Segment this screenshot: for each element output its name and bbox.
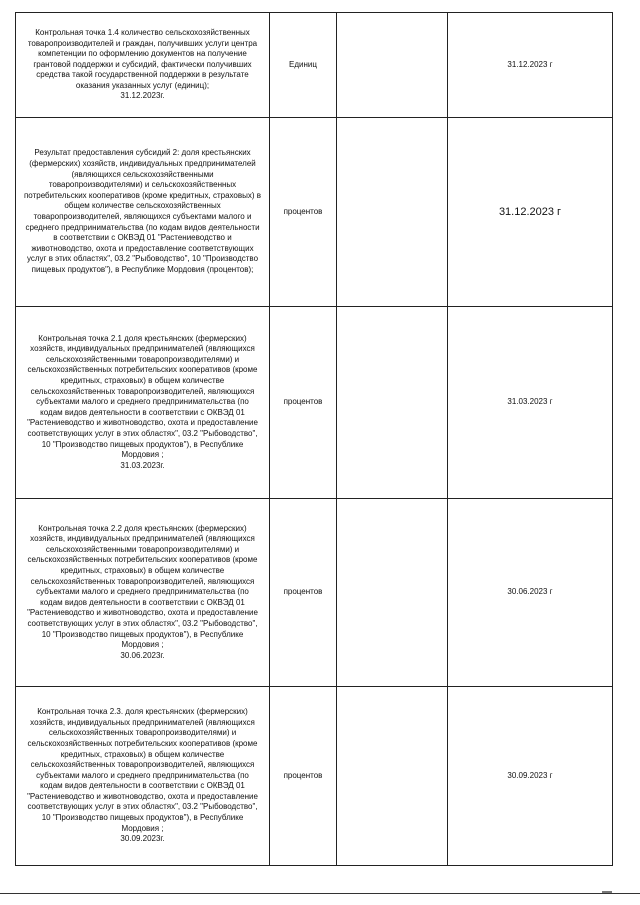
indicator-cell: Контрольная точка 2.2 доля крестьянских (фермерских) хозяйств, индивидуальных предпринимателей (являющихся сельскохозяйственными товаропроизводителями) и сельскохозяйственных потребительских кооперативов (кроме кредитных, страховых) в общем количестве сельскохозяйственных товаропроизводителей, являющихся субъектами малого и среднего предпринимательства (по кодам видов деятельности в соответствии с ОКВЭД 01 "Растениеводство и животноводство, охота и предоставление соответствующих услуг в этих областях", 03.2 "Рыбоводство", 10 "Производство пищевых продуктов"), в Республике Мордовия ; 30.06.2023г. bbox=[16, 499, 270, 687]
unit-cell: процентов bbox=[270, 118, 337, 307]
footer-divider bbox=[0, 893, 640, 894]
date-cell: 31.12.2023 г bbox=[448, 118, 613, 307]
indicator-cell: Результат предоставления субсидий 2: доля крестьянских (фермерских) хозяйств, индивидуальных предпринимателей (являющихся сельскохозяйственными товаропроизводителями) и сельскохозяйственных потребительских кооперативов (кроме кредитных, страховых) в общем количестве сельскохозяйственных товаропроизводителей, являющихся субъектами малого и среднего предпринимательства (по кодам видов деятельности в соответствии с ОКВЭД 01 "Растениеводство и животноводство, охота и предоставление соответствующих услуг в этих областях", 03.2 "Рыбоводство", 10 "Производство пищевых продуктов"), в Республике Мордовия (процентов); bbox=[16, 118, 270, 307]
value-cell bbox=[337, 687, 448, 866]
indicator-cell: Контрольная точка 2.3. доля крестьянских (фермерских) хозяйств, индивидуальных предпринимателей (являющихся сельскохозяйственных товаропроизводителями) и сельскохозяйственных потребительских кооперативов (кроме кредитных, страховых) в общем количестве сельскохозяйственных товаропроизводителей, являющихся субъектами малого и среднего предпринимательства (по кодам видов деятельности в соответствии с ОКВЭД 01 "Растениеводство и животноводство, охота и предоставление соответствующих услуг в этих областях", 03.2 "Рыбоводство", 10 "Производство пищевых продуктов"), в Республике Мордовия ; 30.09.2023г. bbox=[16, 687, 270, 866]
value-cell bbox=[337, 13, 448, 118]
value-cell bbox=[337, 307, 448, 499]
table-row bbox=[16, 307, 613, 499]
page-mark bbox=[602, 891, 612, 893]
indicator-cell: Контрольная точка 2.1 доля крестьянских (фермерских) хозяйств, индивидуальных предпринимателей (являющихся сельскохозяйственными товаропроизводителями) и сельскохозяйственных потребительских кооперативов (кроме кредитных, страховых) в общем количестве сельскохозяйственных товаропроизводителей, являющихся субъектами малого и среднего предпринимательства (по кодам видов деятельности в соответствии с ОКВЭД 01 "Растениеводство и животноводство, охота и предоставление соответствующих услуг в этих областях", 03.2 "Рыбоводство", 10 "Производство пищевых продуктов"), в Республике Мордовия ; 31.03.2023г. bbox=[16, 307, 270, 499]
value-cell bbox=[337, 499, 448, 687]
indicators-table bbox=[15, 12, 613, 866]
date-cell: 31.03.2023 г bbox=[448, 307, 613, 499]
date-cell: 31.12.2023 г bbox=[448, 13, 613, 118]
table-row bbox=[16, 13, 613, 118]
indicator-cell: Контрольная точка 1.4 количество сельскохозяйственных товаропроизводителей и граждан, получивших услуги центра компетенции по оформлению документов на получение грантовой поддержки и субсидий, фактически получивших средства такой государственной поддержки в результате оказания указанных услуг (единиц); 31.12.2023г. bbox=[16, 13, 270, 118]
unit-cell: процентов bbox=[270, 499, 337, 687]
date-cell: 30.06.2023 г bbox=[448, 499, 613, 687]
table-row bbox=[16, 499, 613, 687]
unit-cell: процентов bbox=[270, 687, 337, 866]
table-row bbox=[16, 687, 613, 866]
date-cell: 30.09.2023 г bbox=[448, 687, 613, 866]
unit-cell: процентов bbox=[270, 307, 337, 499]
table-row bbox=[16, 118, 613, 307]
value-cell bbox=[337, 118, 448, 307]
unit-cell: Единиц bbox=[270, 13, 337, 118]
